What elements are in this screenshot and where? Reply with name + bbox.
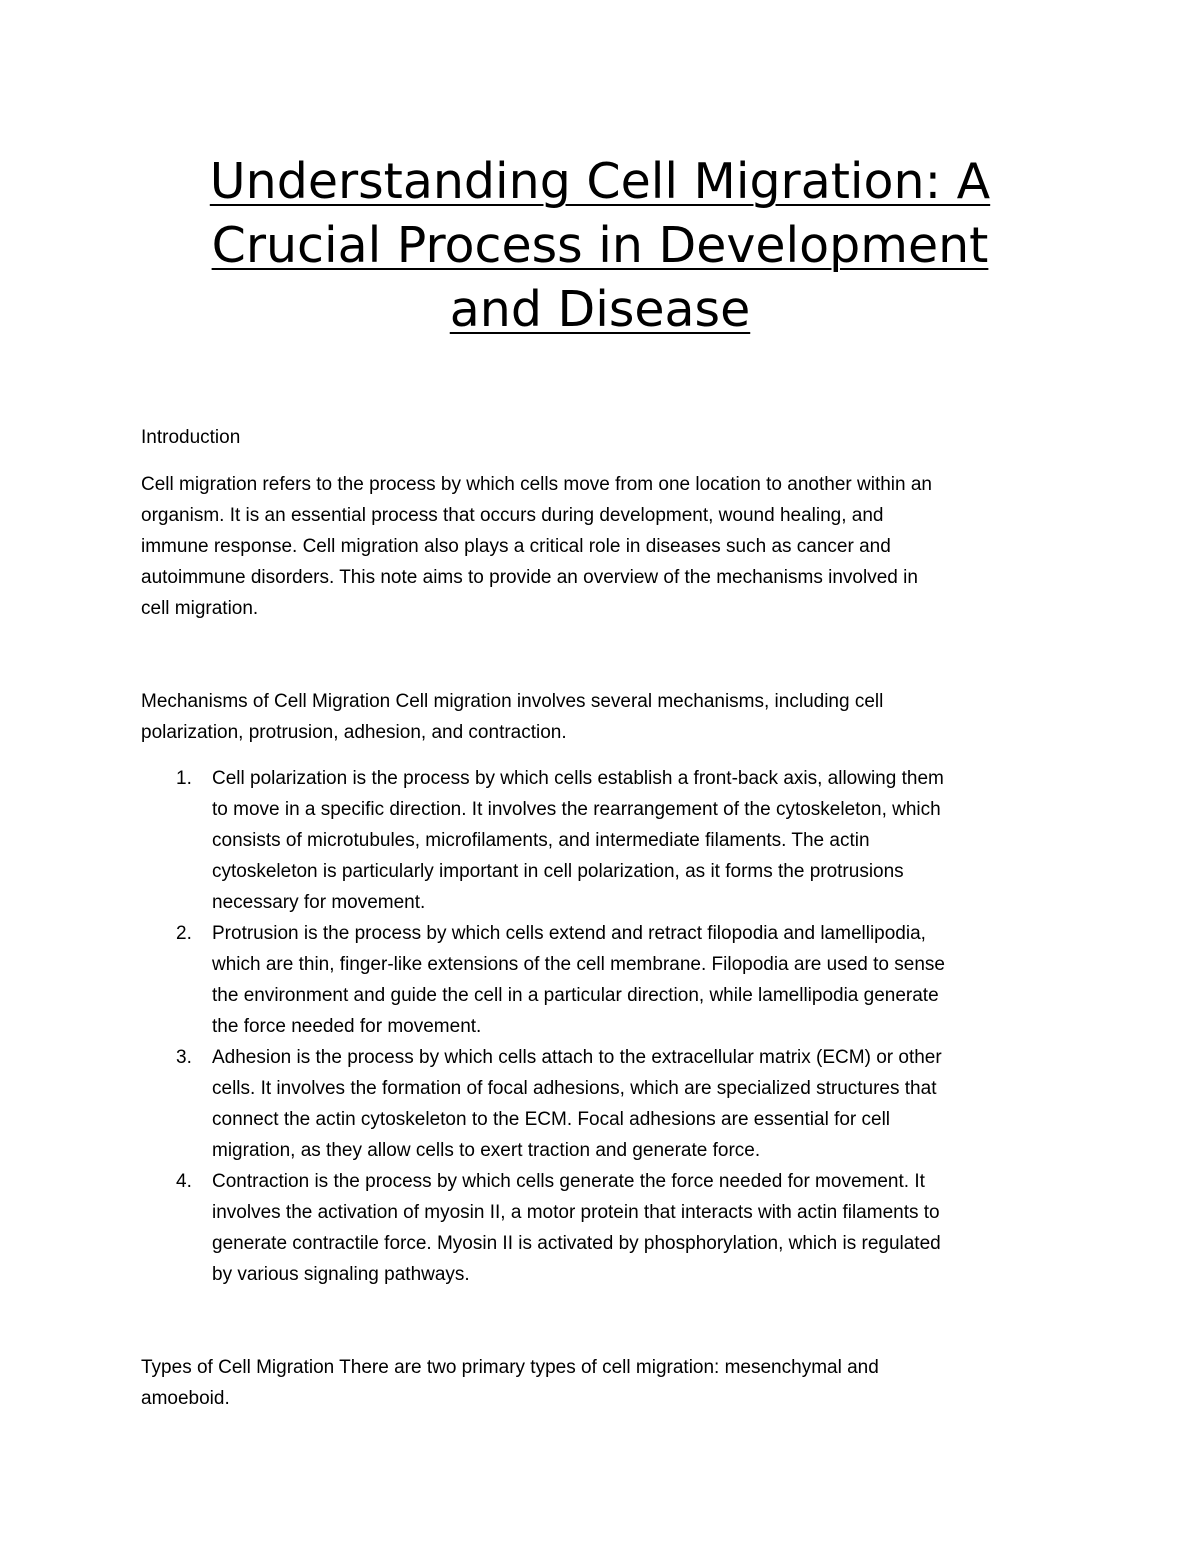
- list-item-line: necessary for movement.: [212, 892, 426, 913]
- types-paragraph: [141, 1352, 1066, 1414]
- list-item-number: 4.: [176, 1171, 192, 1192]
- list-item-line: the force needed for movement.: [212, 1016, 482, 1037]
- list-item-line: Cell polarization is the process by which cells establish a front-back axis, allowing them: [212, 768, 944, 789]
- paragraph-line: polarization, protrusion, adhesion, and contraction.: [141, 722, 567, 743]
- list-item-line: Adhesion is the process by which cells attach to the extracellular matrix (ECM) or other: [212, 1047, 942, 1068]
- list-item-line: the environment and guide the cell in a particular direction, while lamellipodia generate: [212, 985, 939, 1006]
- title-line: Crucial Process in Development: [211, 217, 989, 274]
- introduction-heading: Introduction: [141, 427, 241, 448]
- paragraph-line: Mechanisms of Cell Migration Cell migration involves several mechanisms, including cell: [141, 691, 884, 712]
- list-item-line: Contraction is the process by which cells generate the force needed for movement. It: [212, 1171, 925, 1192]
- list-item-line: generate contractile force. Myosin II is activated by phosphorylation, which is regulated: [212, 1233, 941, 1254]
- paragraph-line: autoimmune disorders. This note aims to provide an overview of the mechanisms involved in: [141, 567, 918, 588]
- list-item-line: by various signaling pathways.: [212, 1264, 470, 1285]
- list-item-line: consists of microtubules, microfilaments, and intermediate filaments. The actin: [212, 830, 870, 851]
- document-title: [140, 150, 1060, 342]
- list-item-line: cytoskeleton is particularly important in cell polarization, as it forms the protrusions: [212, 861, 904, 882]
- list-item-line: involves the activation of myosin II, a motor protein that interacts with actin filaments to: [212, 1202, 940, 1223]
- list-item: [141, 763, 1081, 918]
- list-item-line: Protrusion is the process by which cells extend and retract filopodia and lamellipodia,: [212, 923, 926, 944]
- list-item-line: connect the actin cytoskeleton to the ECM. Focal adhesions are essential for cell: [212, 1109, 891, 1130]
- introduction-paragraph: [141, 469, 1066, 624]
- list-item-line: to move in a specific direction. It involves the rearrangement of the cytoskeleton, which: [212, 799, 941, 820]
- paragraph-line: amoeboid.: [141, 1388, 230, 1409]
- list-item-number: 1.: [176, 768, 192, 789]
- list-item-line: which are thin, finger-like extensions of the cell membrane. Filopodia are used to sense: [212, 954, 945, 975]
- list-item-number: 2.: [176, 923, 192, 944]
- paragraph-line: organism. It is an essential process that occurs during development, wound healing, and: [141, 505, 884, 526]
- list-item: [141, 1042, 1081, 1166]
- mechanisms-list: [141, 763, 1081, 1290]
- list-item-line: cells. It involves the formation of focal adhesions, which are specialized structures that: [212, 1078, 937, 1099]
- title-line: and Disease: [449, 281, 751, 338]
- paragraph-line: immune response. Cell migration also plays a critical role in diseases such as cancer and: [141, 536, 891, 557]
- paragraph-line: Types of Cell Migration There are two primary types of cell migration: mesenchymal and: [141, 1357, 879, 1378]
- mechanisms-paragraph: [141, 686, 1066, 748]
- list-item: [141, 918, 1081, 1042]
- title-line: Understanding Cell Migration: A: [209, 153, 991, 210]
- paragraph-line: Cell migration refers to the process by which cells move from one location to another within an: [141, 474, 932, 495]
- list-item-number: 3.: [176, 1047, 192, 1068]
- list-item: [141, 1166, 1081, 1290]
- list-item-line: migration, as they allow cells to exert traction and generate force.: [212, 1140, 761, 1161]
- paragraph-line: cell migration.: [141, 598, 259, 619]
